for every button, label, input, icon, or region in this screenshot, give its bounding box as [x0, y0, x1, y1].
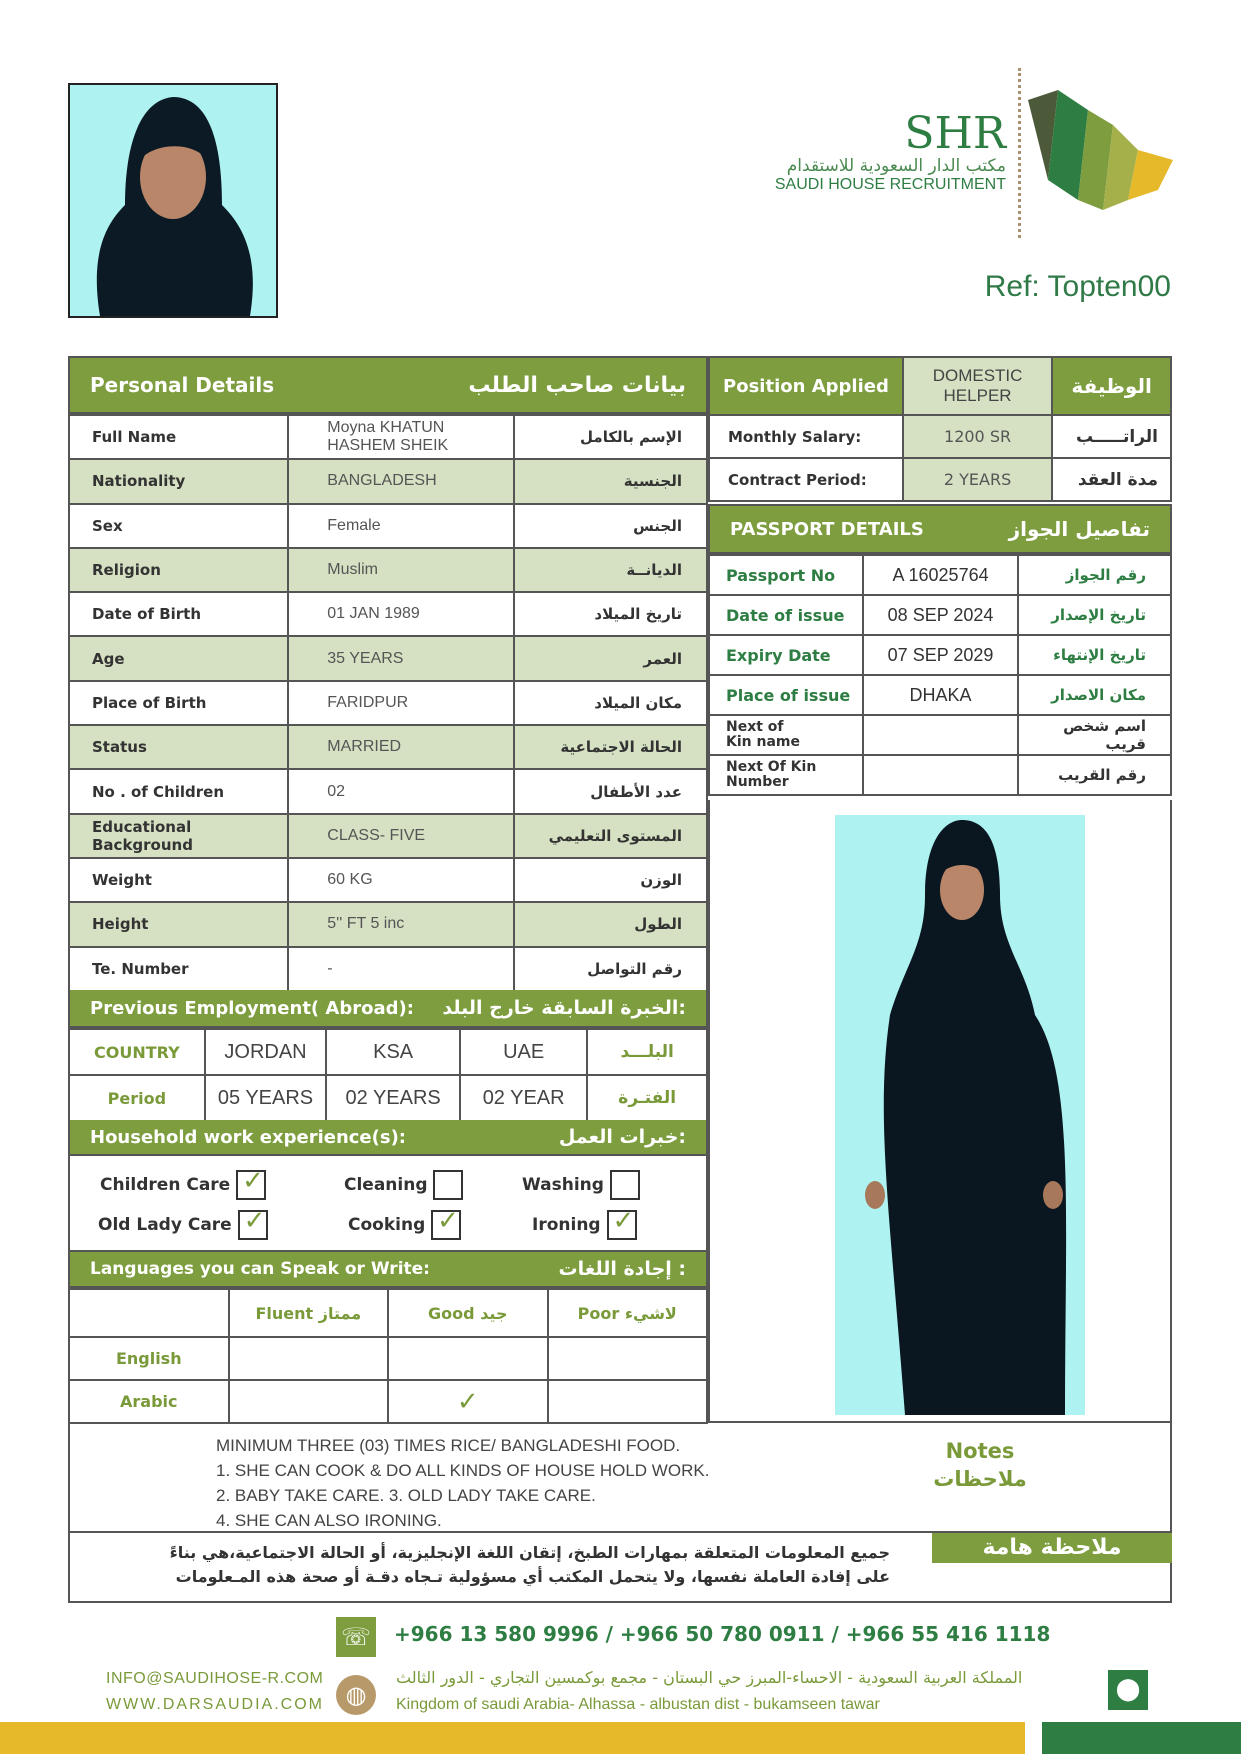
position-table: [708, 356, 1172, 502]
household-item-2: [344, 1170, 463, 1200]
note-line: 2. BABY TAKE CARE. 3. OLD LADY TAKE CARE.: [216, 1486, 596, 1505]
personal-row: [69, 902, 707, 946]
applicant-photo-full: [835, 815, 1085, 1415]
passport-value: [863, 755, 1017, 795]
personal-label: Te. Number: [69, 947, 288, 991]
personal-row: [69, 504, 707, 548]
passport-row: [709, 715, 1171, 755]
logo-divider: [1018, 68, 1021, 238]
passport-value: [863, 715, 1017, 755]
household-item-3: [522, 1170, 640, 1200]
personal-label: Place of Birth: [69, 681, 288, 725]
location-pin-icon: ⬤: [1108, 1670, 1148, 1710]
personal-header-en: Personal Details: [90, 373, 275, 397]
personal-label-ar: الإسم بالكامل: [514, 415, 707, 459]
personal-row: [69, 548, 707, 592]
period-label-ar: الفتـرة: [587, 1075, 707, 1121]
country-label-ar: البلـــد: [587, 1029, 707, 1075]
personal-value: MARRIED: [288, 725, 513, 769]
personal-row: [69, 725, 707, 769]
passport-label: Expiry Date: [709, 635, 863, 675]
personal-value: 35 YEARS: [288, 636, 513, 680]
household-checkbox[interactable]: [236, 1166, 266, 1200]
notes-label-ar: ملاحظات: [933, 1467, 1027, 1491]
personal-row: [69, 858, 707, 902]
passport-label-ar: مكان الاصدار: [1018, 675, 1171, 715]
phone-numbers[interactable]: +966 13 580 9996 / +966 50 780 0911 / +966 55 416 1118: [394, 1622, 1051, 1646]
personal-label: No . of Children: [69, 769, 288, 813]
languages-corner: [69, 1289, 229, 1337]
personal-value: Moyna KHATUN HASHEM SHEIK: [288, 415, 513, 459]
employment-table: [68, 1028, 708, 1122]
country-2: KSA: [326, 1029, 460, 1075]
household-label: Cooking: [348, 1215, 426, 1235]
lang-mark: ✓: [388, 1380, 547, 1423]
globe-icon: ◍: [336, 1675, 376, 1715]
lang-mark: [388, 1337, 547, 1380]
passport-header-ar: تفاصيل الجواز: [1008, 517, 1150, 541]
footer-bar-green: [1042, 1722, 1241, 1754]
check-icon: ✓: [437, 1206, 459, 1236]
important-box: [68, 1533, 1172, 1603]
passport-label-ar: رقم القريب: [1018, 755, 1171, 795]
household-label: Washing: [522, 1175, 604, 1195]
personal-row: [69, 415, 707, 459]
passport-row: [709, 675, 1171, 715]
passport-row: [709, 555, 1171, 595]
personal-label: Sex: [69, 504, 288, 548]
lang-mark: [229, 1380, 389, 1423]
household-checkbox[interactable]: [610, 1170, 640, 1200]
household-label: Cleaning: [344, 1175, 428, 1195]
note-line: 4. SHE CAN ALSO IRONING.: [216, 1511, 442, 1530]
check-icon: ✓: [612, 1206, 635, 1236]
notes-lines: [216, 1433, 709, 1533]
personal-label-ar: مكان الميلاد: [514, 681, 707, 725]
personal-value: CLASS- FIVE: [288, 814, 513, 858]
personal-value: Muslim: [288, 548, 513, 592]
passport-table: [708, 554, 1172, 796]
passport-header-en: PASSPORT DETAILS: [730, 518, 924, 540]
footer-bar-yellow: [0, 1722, 1025, 1754]
household-checkbox[interactable]: [433, 1170, 463, 1200]
personal-label: Height: [69, 902, 288, 946]
household-checkbox[interactable]: [607, 1206, 637, 1240]
passport-label: Place of issue: [709, 675, 863, 715]
company-name-ar: مكتب الدار السعودية للاستقدام: [786, 156, 1006, 176]
languages-header: [68, 1252, 708, 1288]
personal-value: 60 KG: [288, 858, 513, 902]
passport-label: Passport No: [709, 555, 863, 595]
email-link[interactable]: INFO@SAUDIHOSE-R.COM: [106, 1670, 324, 1687]
notes-label-en: Notes: [945, 1439, 1015, 1463]
household-header-ar: خبرات العمل:: [558, 1126, 686, 1148]
personal-label: Weight: [69, 858, 288, 902]
full-photo-frame: [708, 800, 1172, 1423]
employment-header: [68, 990, 708, 1028]
position-label: Position Applied: [709, 357, 903, 415]
passport-value: A 16025764: [863, 555, 1017, 595]
period-label: Period: [69, 1075, 205, 1121]
passport-value: DHAKA: [863, 675, 1017, 715]
personal-label: Age: [69, 636, 288, 680]
lang-mark: [548, 1380, 708, 1423]
household-label: Children Care: [100, 1175, 231, 1195]
position-label-ar: الوظيفة: [1052, 357, 1171, 415]
passport-row: [709, 635, 1171, 675]
position-value: DOMESTIC HELPER: [903, 357, 1052, 415]
household-checkbox[interactable]: [431, 1206, 461, 1240]
personal-row: [69, 947, 707, 991]
check-icon: ✓: [242, 1166, 264, 1196]
personal-row: [69, 681, 707, 725]
personal-value: Female: [288, 504, 513, 548]
contract-value: 2 YEARS: [903, 458, 1052, 501]
personal-label-ar: رقم التواصل: [514, 947, 707, 991]
country-label: COUNTRY: [69, 1029, 205, 1075]
personal-label-ar: الحالة الاجتماعية: [514, 725, 707, 769]
personal-label-ar: الديانــة: [514, 548, 707, 592]
household-label: Ironing: [532, 1215, 601, 1235]
passport-value: 07 SEP 2029: [863, 635, 1017, 675]
salary-label-ar: الراتـــــب: [1052, 415, 1171, 458]
address-ar: المملكة العربية السعودية - الاحساء-المبرز حي البستان - مجمع بوكمسين التجاري - الدور الثالث: [396, 1668, 1023, 1687]
note-line: 1. SHE CAN COOK & DO ALL KINDS OF HOUSE HOLD WORK.: [216, 1461, 710, 1480]
personal-value: BANGLADESH: [288, 459, 513, 503]
personal-label-ar: الجنسية: [514, 459, 707, 503]
personal-value: 02: [288, 769, 513, 813]
passport-label: Next of Kin name: [709, 715, 863, 755]
notes-label: [890, 1437, 1070, 1493]
employment-header-en: Previous Employment( Abroad):: [90, 997, 414, 1019]
personal-label: Educational Background: [69, 814, 288, 858]
employment-header-ar: الخبرة السابقة خارج البلد:: [442, 997, 686, 1019]
personal-label-ar: العمر: [514, 636, 707, 680]
personal-value: -: [288, 947, 513, 991]
check-icon: ✓: [243, 1206, 266, 1236]
country-1: JORDAN: [205, 1029, 327, 1075]
lang-col-poor: Poor لاشيء: [548, 1289, 708, 1337]
personal-label: Religion: [69, 548, 288, 592]
important-label: ملاحظة هامة: [932, 1533, 1172, 1563]
personal-row: [69, 636, 707, 680]
languages-header-ar: إجادة اللغات :: [558, 1258, 686, 1280]
household-box: [68, 1156, 708, 1252]
salary-value: 1200 SR: [903, 415, 1052, 458]
household-item-1: [100, 1166, 266, 1200]
important-line: جميع المعلومات المتعلقة بمهارات الطبخ، إتقان اللغة الإنجليزية، أو الحالة الاجتماعية،هي بناءً: [169, 1543, 890, 1562]
personal-row: [69, 592, 707, 636]
period-2: 02 YEARS: [326, 1075, 460, 1121]
passport-label-ar: تاريخ الإصدار: [1018, 595, 1171, 635]
passport-row: [709, 595, 1171, 635]
personal-row: [69, 769, 707, 813]
important-text: [170, 1541, 890, 1589]
languages-header-en: Languages you can Speak or Write:: [90, 1259, 430, 1279]
country-3: UAE: [460, 1029, 587, 1075]
important-line: على إفادة العاملة نفسها، ولا يتحمل المكتب أي مسؤولية تـجاه دقـة أو صحة هذه المـعلومات: [175, 1567, 890, 1586]
period-1: 05 YEARS: [205, 1075, 327, 1121]
website-link[interactable]: WWW.DARSAUDIA.COM: [106, 1696, 324, 1713]
company-name-block: [774, 108, 1006, 194]
personal-label: Status: [69, 725, 288, 769]
passport-row: [709, 755, 1171, 795]
address-en: Kingdom of saudi Arabia- Alhassa - albustan dist - bukamseen tawar: [396, 1696, 880, 1713]
household-label: Old Lady Care: [98, 1215, 232, 1235]
personal-header-ar: بيانات صاحب الطلب: [468, 372, 686, 398]
passport-label-ar: رقم الجواز: [1018, 555, 1171, 595]
personal-row: [69, 459, 707, 503]
passport-label: Next Of Kin Number: [709, 755, 863, 795]
household-item-5: [348, 1206, 461, 1240]
notes-box: [68, 1423, 1172, 1533]
lang-col-fluent: Fluent ممتاز: [229, 1289, 389, 1337]
lang-row-label: English: [69, 1337, 229, 1380]
passport-value: 08 SEP 2024: [863, 595, 1017, 635]
note-line: MINIMUM THREE (03) TIMES RICE/ BANGLADESHI FOOD.: [216, 1436, 681, 1455]
lang-col-good: Good جيد: [388, 1289, 547, 1337]
lang-mark: [229, 1337, 389, 1380]
personal-label-ar: الوزن: [514, 858, 707, 902]
company-logo-icon: [1018, 90, 1178, 220]
personal-label: Nationality: [69, 459, 288, 503]
household-item-6: [532, 1206, 637, 1240]
languages-table: [68, 1288, 708, 1424]
reference-number: Ref: Topten00: [984, 270, 1171, 303]
passport-label: Date of issue: [709, 595, 863, 635]
applicant-photo-small: [68, 83, 278, 318]
personal-value: 01 JAN 1989: [288, 592, 513, 636]
passport-label-ar: اسم شخص قريب: [1018, 715, 1171, 755]
household-header-en: Household work experience(s):: [90, 1126, 407, 1148]
company-name-en: SAUDI HOUSE RECRUITMENT: [774, 176, 1006, 193]
lang-row-label: Arabic: [69, 1380, 229, 1423]
personal-details-table: [68, 414, 708, 992]
phone-icon: ☏: [336, 1617, 376, 1657]
household-checkbox[interactable]: [238, 1206, 268, 1240]
company-logo-letters: SHR: [904, 108, 1006, 159]
household-header: [68, 1120, 708, 1156]
personal-value: 5'' FT 5 inc: [288, 902, 513, 946]
personal-label-ar: المستوى التعليمي: [514, 814, 707, 858]
household-item-4: [98, 1206, 268, 1240]
personal-label-ar: عدد الأطفال: [514, 769, 707, 813]
personal-label: Date of Birth: [69, 592, 288, 636]
personal-label-ar: الجنس: [514, 504, 707, 548]
salary-label: Monthly Salary:: [709, 415, 903, 458]
passport-label-ar: تاريخ الإنتهاء: [1018, 635, 1171, 675]
contract-label-ar: مدة العقد: [1052, 458, 1171, 501]
personal-row: [69, 814, 707, 858]
personal-label-ar: الطول: [514, 902, 707, 946]
personal-value: FARIDPUR: [288, 681, 513, 725]
personal-label: Full Name: [69, 415, 288, 459]
lang-mark: [548, 1337, 708, 1380]
passport-header: [708, 504, 1172, 554]
personal-label-ar: تاريخ الميلاد: [514, 592, 707, 636]
personal-details-header: [68, 356, 708, 414]
period-3: 02 YEAR: [460, 1075, 587, 1121]
contract-label: Contract Period:: [709, 458, 903, 501]
